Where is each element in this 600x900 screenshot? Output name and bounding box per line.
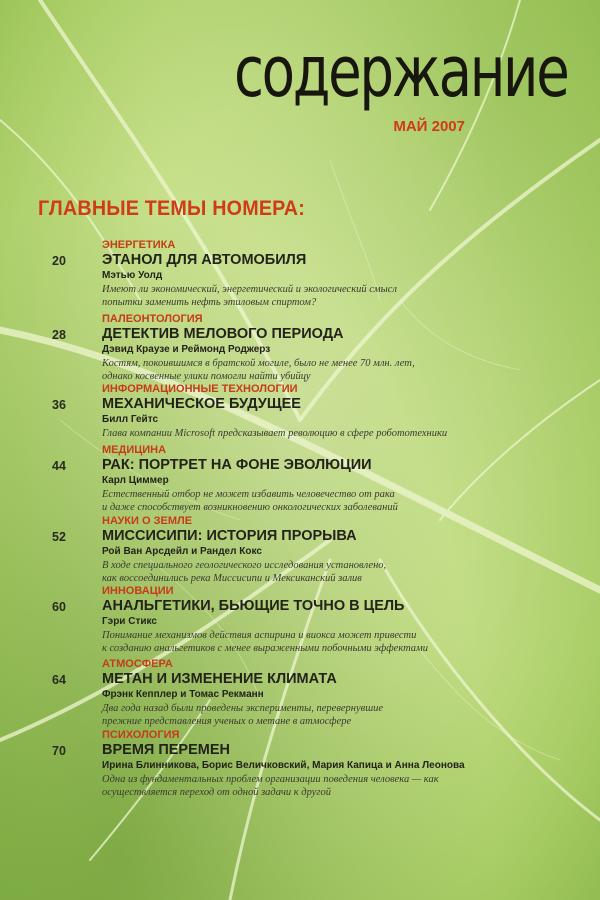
description-line: Имеют ли экономический, энергетический и экологический смысл [102,284,397,295]
article-title: ВРЕМЯ ПЕРЕМЕН [102,742,231,758]
description-line: как воссоединились река Миссисипи и Мексиканский залив [102,573,362,584]
article-author: Билл Гейтс [102,414,159,425]
article-author: Ирина Блинникова, Борис Величковский, Мария Капица и Анна Леонова [102,760,465,771]
page-number: 36 [52,398,66,412]
page-number: 52 [52,530,66,544]
page-number: 60 [52,600,66,614]
category-label: ПСИХОЛОГИЯ [102,729,180,741]
description-line: Одна из фундаментальных проблем организации поведения человека — как [102,774,439,785]
article-description [102,629,482,655]
issue-date: МАЙ 2007 [393,118,465,135]
description-line: прежние представления ученых о метане в атмосфере [102,716,352,727]
description-line: Два года назад были проведены эксперименты, перевернувшие [102,703,384,714]
article-author: Фрэнк Кепплер и Томас Рекманн [102,689,264,700]
description-line: попытки заменить нефть этиловым спиртом? [102,297,317,308]
description-line: В ходе специального геологического исследования установлено, [102,560,387,571]
page-number: 28 [52,328,66,342]
description-line: Естественный отбор не может избавить человечество от рака [102,489,395,500]
article-title: МИССИСИПИ: ИСТОРИЯ ПРОРЫВА [102,528,357,544]
article-title: АНАЛЬГЕТИКИ, БЬЮЩИЕ ТОЧНО В ЦЕЛЬ [102,598,405,614]
category-label: АТМОСФЕРА [102,658,173,670]
description-line: Глава компании Microsoft предсказывает революцию в сфере робототехники [102,428,448,439]
article-author: Рой Ван Арсдейл и Рандел Кокс [102,546,262,557]
article-description [102,283,482,309]
page-number: 70 [52,744,66,758]
page-number: 44 [52,459,66,473]
category-label: ИНФОРМАЦИОННЫЕ ТЕХНОЛОГИИ [102,383,298,395]
description-line: однако косвенные улики помогли найти убийцу [102,371,311,382]
article-author: Гэри Стикс [102,616,157,627]
article-description [102,702,482,728]
section-heading: ГЛАВНЫЕ ТЕМЫ НОМЕРА: [38,197,306,220]
category-label: ПАЛЕОНТОЛОГИЯ [102,313,203,325]
article-description [102,357,482,383]
article-title: МЕХАНИЧЕСКОЕ БУДУЩЕЕ [102,396,301,412]
article-author: Дэвид Краузе и Реймонд Роджерз [102,344,271,355]
article-description [102,427,482,440]
category-label: НАУКИ О ЗЕМЛЕ [102,515,193,527]
page-number: 20 [52,254,66,268]
description-line: и даже способствует возникновению онкологических заболеваний [102,502,398,513]
article-title: ДЕТЕКТИВ МЕЛОВОГО ПЕРИОДА [102,326,344,342]
article-description [102,488,482,514]
description-line: к созданию анальгетиков с менее выраженными побочными эффектами [102,643,429,654]
description-line: Понимание механизмов действия аспирина и виокса может привести [102,630,417,641]
category-label: МЕДИЦИНА [102,444,167,456]
category-label: ЭНЕРГЕТИКА [102,239,176,251]
article-title: РАК: ПОРТРЕТ НА ФОНЕ ЭВОЛЮЦИИ [102,457,372,473]
article-title: МЕТАН И ИЗМЕНЕНИЕ КЛИМАТА [102,671,337,687]
article-author: Карл Циммер [102,475,169,486]
description-line: осуществляется переход от одной задачи к другой [102,787,331,798]
masthead-title: содержание [234,31,568,113]
category-label: ИННОВАЦИИ [102,585,174,597]
description-line: Костям, покоившимся в братской могиле, было не менее 70 млн. лет, [102,358,415,369]
page-number: 64 [52,673,66,687]
article-description [102,773,482,799]
article-description [102,559,482,585]
article-author: Мэтью Уолд [102,270,163,281]
article-title: ЭТАНОЛ ДЛЯ АВТОМОБИЛЯ [102,252,307,268]
